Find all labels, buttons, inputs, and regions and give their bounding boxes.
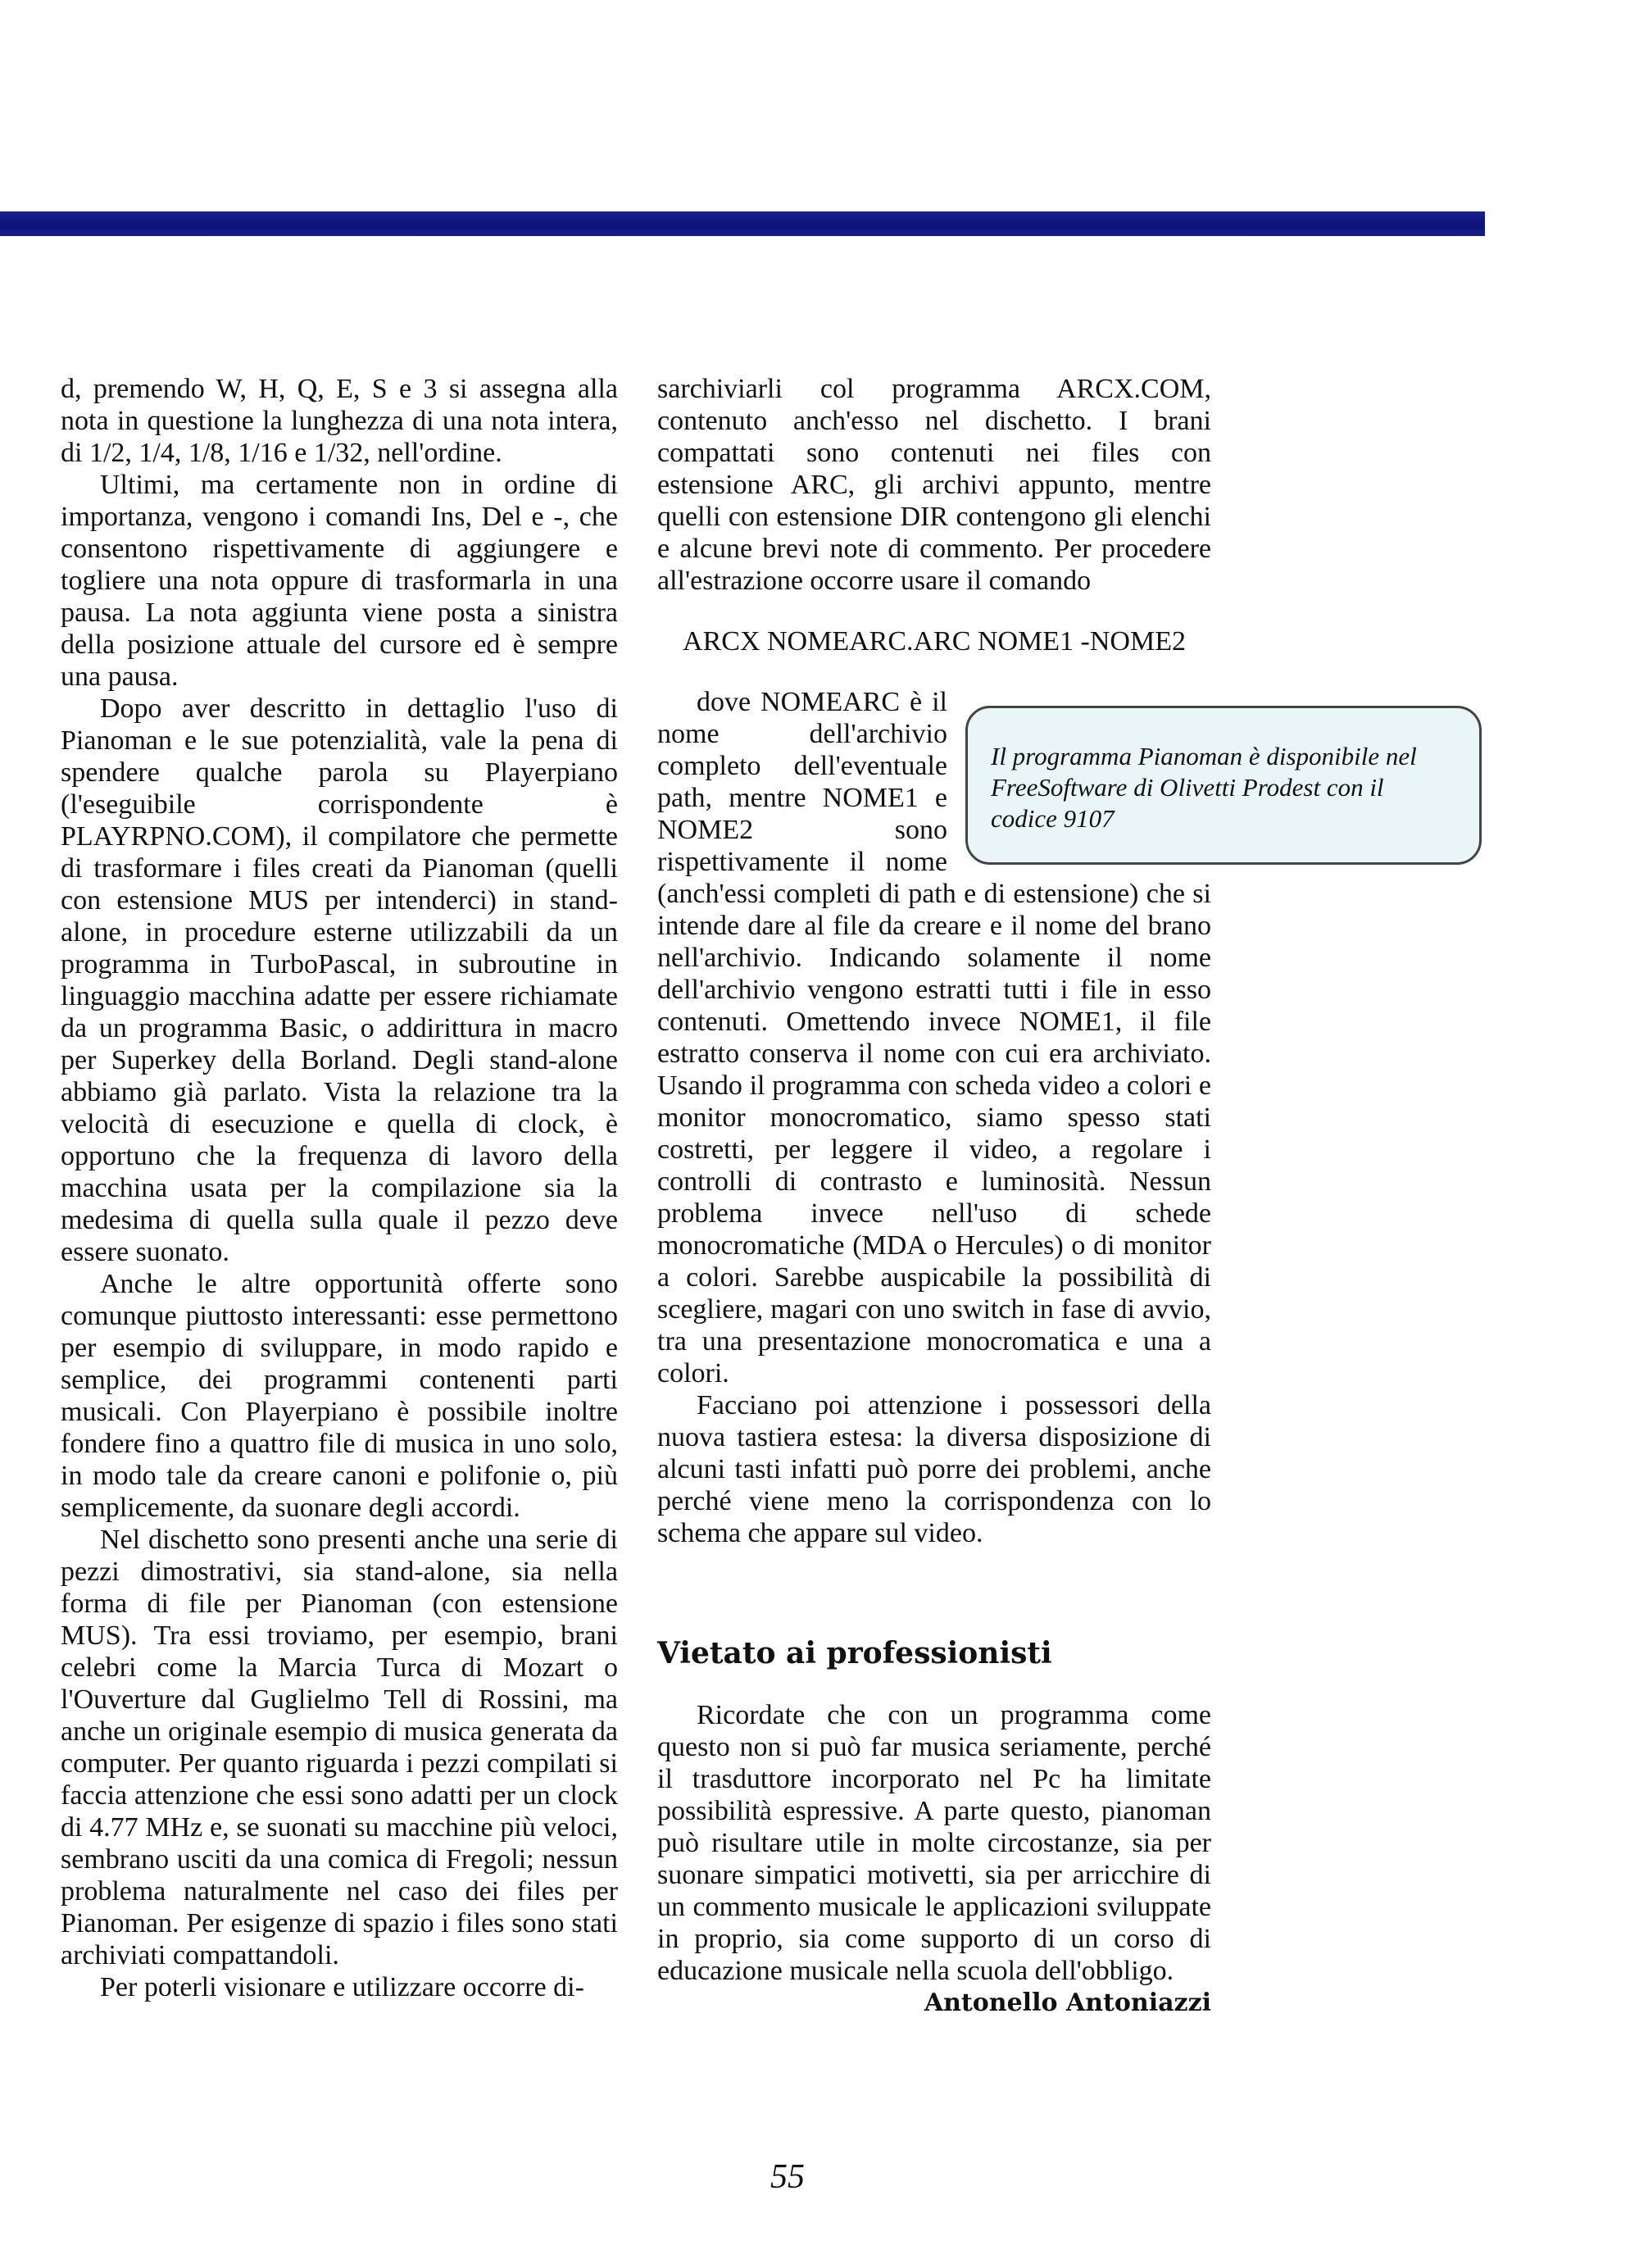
page-number: 55 bbox=[770, 2158, 805, 2196]
section-heading: Vietato ai professionisti bbox=[657, 1636, 1052, 1670]
left-paragraph-3: Dopo aver descritto in dettaglio l'uso di Pianoman e le sue potenzialità, vale la pena di spendere qualche parola su Playerpiano (l'eseguibile corrispondente è PLAYRPNO.COM), il compilatore che permette di trasformare i files creati da Pianoman (quelli con estensione MUS per intenderci) in stand-alone, in procedure esterne utilizzabili da un programma in TurboPascal, in subroutine in linguaggio macchina adatte per essere richiamate da un programma Basic, o addirittura in macro per Superkey della Borland. Degli stand-alone abbiamo già parlato. Vista la relazione tra la velocità di esecuzione e quella di clock, è opportuno che la frequenza di lavoro della macchina usata per la compilazione sia la medesima di quella sulla quale il pezzo deve essere suonato. bbox=[61, 693, 618, 1267]
top-decorative-bar bbox=[0, 211, 1485, 236]
availability-note-text: Il programma Pianoman è disponibile nel FreeSoftware di Olivetti Prodest con il codice 9107 bbox=[991, 742, 1417, 833]
right-paragraph-1: sarchiviarli col programma ARCX.COM, contenuto anch'esso nel dischetto. I brani compattati sono contenuti nei files con estensione ARC, gli archivi appunto, mentre quelli con estensione DIR contengono gli elenchi e alcune brevi note di commento. Per procedere all'estrazione occorre usare il comando bbox=[657, 374, 1211, 596]
left-paragraph-2: Ultimi, ma certamente non in ordine di importanza, vengono i comandi Ins, Del e -, che consentono rispettivamente di aggiungere e togliere una nota oppure di trasformarla in una pausa. La nota aggiunta viene posta a sinistra della posizione attuale del cursore ed è sempre una pausa. bbox=[61, 470, 618, 692]
right-paragraph-3: Facciano poi attenzione i possessori della nuova tastiera estesa: la diversa disposizione di alcuni tasti infatti può porre dei problemi, anche perché viene meno la corrispondenza con lo schema che appare sul video. bbox=[657, 1390, 1211, 1548]
author-signature: Antonello Antoniazzi bbox=[924, 1988, 1211, 2017]
right-paragraph-2: dove NOMEARC è il nome dell'archivio completo dell'eventuale path, mentre NOME1 e NOME2 sono rispettivamente il nome (anch'essi completi di path e di estensione) che si intende dare al file da creare e il nome del brano nell'archivio. Indicando solamente il nome dell'archivio vengono estratti tutti i file in esso contenuti. Omettendo invece NOME1, il file estratto conserva il nome con cui era archiviato. Usando il programma con scheda video a colori e monitor monocromatico, siamo spesso stati costretti, per leggere il video, a regolare i controlli di contrasto e luminosità. Nessun problema invece nell'uso di schede monocromatiche (MDA o Hercules) o di monitor a colori. Sarebbe auspicabile la possibilità di scegliere, magari con uno switch in fase di avvio, tra una presentazione monocromatica e una a colori. bbox=[657, 687, 1211, 1389]
availability-note-box bbox=[965, 706, 1482, 865]
left-column bbox=[61, 373, 618, 2003]
command-line: ARCX NOMEARC.ARC NOME1 -NOME2 bbox=[683, 626, 1186, 657]
right-column bbox=[657, 373, 1417, 2019]
left-paragraph-5: Nel dischetto sono presenti anche una serie di pezzi dimostrativi, sia stand-alone, sia nella forma di file per Pianoman (con estensione MUS). Tra essi troviamo, per esempio, brani celebri come la Marcia Turca di Mozart o l'Ouverture dal Guglielmo Tell di Rossini, ma anche un originale esempio di musica generata da computer. Per quanto riguarda i pezzi compilati si faccia attenzione che essi sono adatti per un clock di 4.77 MHz e, se suonati su macchine più veloci, sembrano usciti da una comica di Fregoli; nessun problema naturalmente nel caso dei files per Pianoman. Per esigenze di spazio i files sono stati archiviati compattandoli. bbox=[61, 1525, 618, 1970]
left-paragraph-6: Per poterli visionare e utilizzare occorre di- bbox=[100, 1972, 584, 2002]
left-paragraph-4: Anche le altre opportunità offerte sono comunque piuttosto interessanti: esse permettono per esempio di sviluppare, in modo rapido e semplice, dei programmi contenenti parti musicali. Con Playerpiano è possibile inoltre fondere fino a quattro file di musica in uno solo, in modo tale da creare canoni e polifonie o, più semplicemente, da suonare degli accordi. bbox=[61, 1269, 618, 1523]
left-paragraph-1: d, premendo W, H, Q, E, S e 3 si assegna alla nota in questione la lunghezza di una nota intera, di 1/2, 1/4, 1/8, 1/16 e 1/32, nell'ordine. bbox=[61, 374, 618, 468]
right-paragraph-4: Ricordate che con un programma come questo non si può far musica seriamente, perché il trasduttore incorporato nel Pc ha limitate possibilità espressive. A parte questo, pianoman può risultare utile in molte circostanze, sia per suonare simpatici motivetti, sia per arricchire di un commento musicale le applicazioni sviluppate in proprio, sia come supporto di un corso di educazione musicale nella scuola dell'obbligo. bbox=[657, 1700, 1211, 1986]
